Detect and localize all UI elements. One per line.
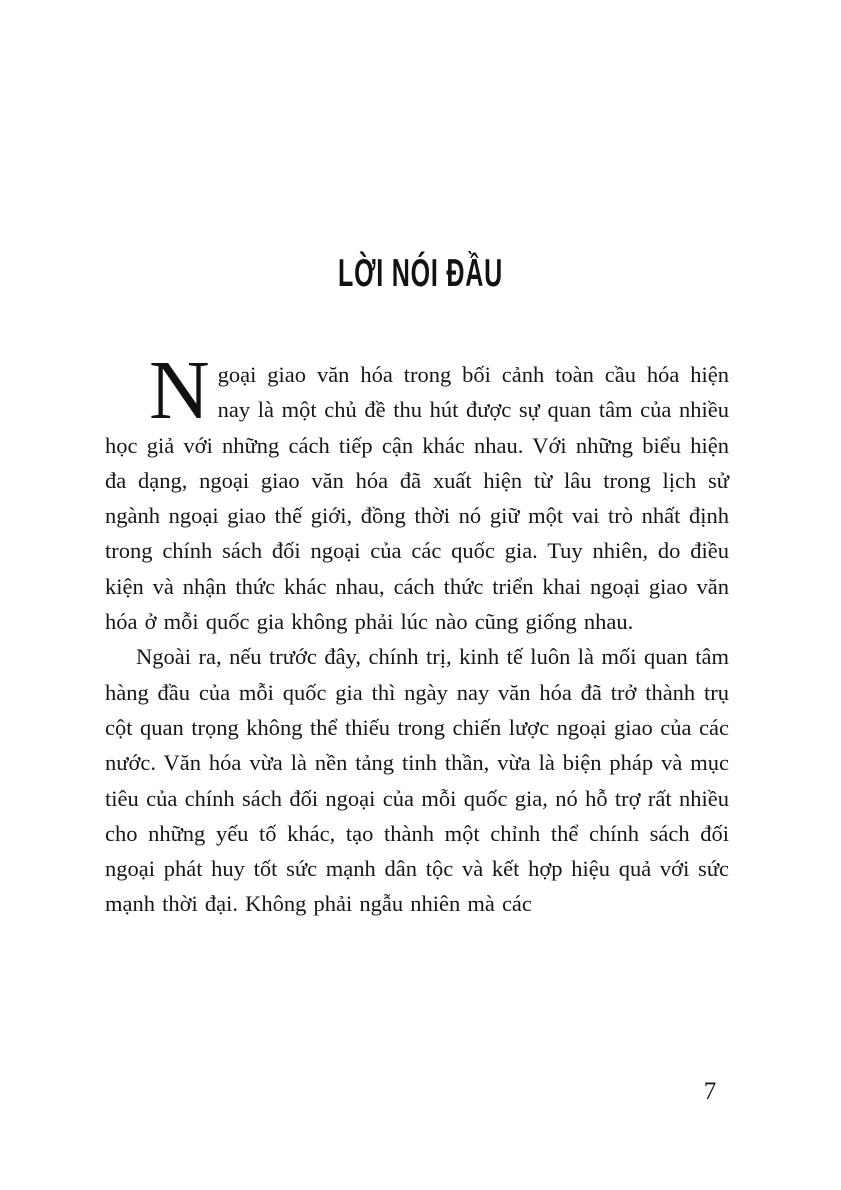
drop-cap: N — [149, 344, 210, 437]
paragraph — [105, 344, 729, 639]
page-number: 7 — [703, 1078, 717, 1105]
paragraph: Ngoài ra, nếu trước đây, chính trị, kinh tế luôn là mối quan tâm hàng đầu của mỗi quốc gia thì ngày nay văn hóa đã trở thành trụ cột quan trọng không thể thiếu trong chiến lược ngoại giao của các nước. Văn hóa vừa là nền tảng tinh thần, vừa là biện pháp và mục tiêu của chính sách đối ngoại của mỗi quốc gia, nó hỗ trợ rất nhiều cho những yếu tố khác, tạo thành một chỉnh thể chính sách đối ngoại phát huy tốt sức mạnh dân tộc và kết hợp hiệu quả với sức mạnh thời đại. Không phải ngẫu nhiên mà các — [105, 644, 729, 917]
chapter-title: LỜI NÓI ĐẦU — [338, 250, 503, 295]
page-body — [105, 344, 729, 922]
paragraph-text: goại giao văn hóa trong bối cảnh toàn cầu hóa hiện nay là một chủ đề thu hút được sự quan tâm của nhiều học giả với những cách tiếp cận khác nhau. Với những biểu hiện đa dạng, ngoại giao văn hóa đã xuất hiện từ lâu trong lịch sử ngành ngoại giao thế giới, đồng thời nó giữ một vai trò nhất định trong chính sách đối ngoại của các quốc gia. Tuy nhiên, do điều kiện và nhận thức khác nhau, cách thức triển khai ngoại giao văn hóa ở mỗi quốc gia không phải lúc nào cũng giống nhau. — [105, 362, 729, 635]
